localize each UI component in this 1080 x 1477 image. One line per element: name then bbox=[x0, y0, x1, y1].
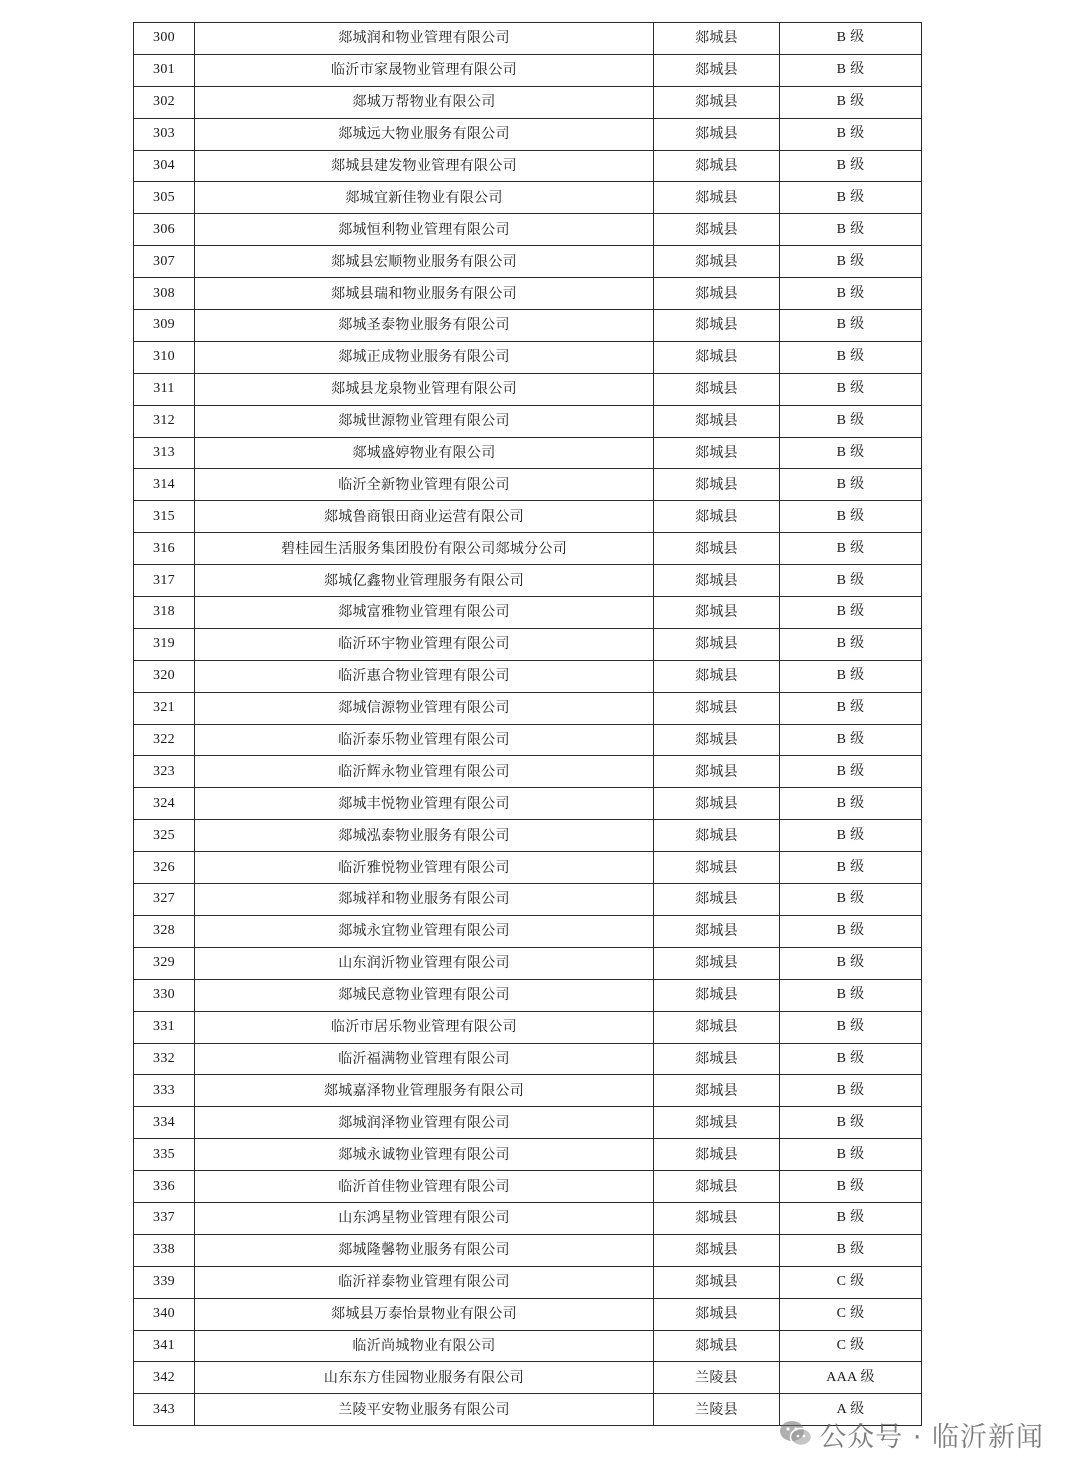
company-name-cell: 临沂环宇物业管理有限公司 bbox=[195, 628, 654, 660]
table-row bbox=[134, 1234, 922, 1266]
company-name-cell: 碧桂园生活服务集团股份有限公司郯城分公司 bbox=[195, 533, 654, 565]
table-row bbox=[134, 469, 922, 501]
county-cell: 郯城县 bbox=[654, 724, 780, 756]
company-name-cell: 郯城隆馨物业服务有限公司 bbox=[195, 1234, 654, 1266]
grade-cell: B 级 bbox=[780, 118, 922, 150]
county-cell: 郯城县 bbox=[654, 1075, 780, 1107]
county-cell: 郯城县 bbox=[654, 405, 780, 437]
grade-cell: B 级 bbox=[780, 756, 922, 788]
grade-cell: B 级 bbox=[780, 341, 922, 373]
row-number-cell: 331 bbox=[134, 1011, 195, 1043]
row-number-cell: 324 bbox=[134, 788, 195, 820]
row-number-cell: 330 bbox=[134, 979, 195, 1011]
county-cell: 郯城县 bbox=[654, 1139, 780, 1171]
company-name-cell: 郯城万帮物业有限公司 bbox=[195, 86, 654, 118]
company-name-cell: 郯城县瑞和物业服务有限公司 bbox=[195, 278, 654, 310]
company-name-cell: 临沂泰乐物业管理有限公司 bbox=[195, 724, 654, 756]
grade-cell: B 级 bbox=[780, 214, 922, 246]
table-row bbox=[134, 915, 922, 947]
row-number-cell: 341 bbox=[134, 1330, 195, 1362]
grade-cell: B 级 bbox=[780, 1171, 922, 1203]
table-row bbox=[134, 1043, 922, 1075]
table-row bbox=[134, 1330, 922, 1362]
grade-cell: B 级 bbox=[780, 947, 922, 979]
grade-cell: B 级 bbox=[780, 692, 922, 724]
company-name-cell: 郯城县建发物业管理有限公司 bbox=[195, 150, 654, 182]
county-cell: 郯城县 bbox=[654, 979, 780, 1011]
county-cell: 郯城县 bbox=[654, 884, 780, 916]
grade-cell: AAA 级 bbox=[780, 1362, 922, 1394]
table-row bbox=[134, 692, 922, 724]
grade-cell: B 级 bbox=[780, 469, 922, 501]
grade-cell: B 级 bbox=[780, 628, 922, 660]
row-number-cell: 328 bbox=[134, 915, 195, 947]
row-number-cell: 337 bbox=[134, 1202, 195, 1234]
county-cell: 郯城县 bbox=[654, 660, 780, 692]
row-number-cell: 309 bbox=[134, 310, 195, 342]
table-row bbox=[134, 341, 922, 373]
table-row bbox=[134, 628, 922, 660]
company-name-cell: 郯城宜新佳物业有限公司 bbox=[195, 182, 654, 214]
row-number-cell: 343 bbox=[134, 1394, 195, 1426]
county-cell: 郯城县 bbox=[654, 23, 780, 55]
table-row bbox=[134, 660, 922, 692]
grade-cell: B 级 bbox=[780, 182, 922, 214]
company-name-cell: 郯城永宜物业管理有限公司 bbox=[195, 915, 654, 947]
company-name-cell: 临沂首佳物业管理有限公司 bbox=[195, 1171, 654, 1203]
row-number-cell: 302 bbox=[134, 86, 195, 118]
row-number-cell: 314 bbox=[134, 469, 195, 501]
table-row bbox=[134, 1266, 922, 1298]
company-name-cell: 郯城远大物业服务有限公司 bbox=[195, 118, 654, 150]
company-name-cell: 郯城信源物业管理有限公司 bbox=[195, 692, 654, 724]
grade-cell: B 级 bbox=[780, 724, 922, 756]
row-number-cell: 317 bbox=[134, 565, 195, 597]
company-name-cell: 郯城县宏顺物业服务有限公司 bbox=[195, 246, 654, 278]
table-row bbox=[134, 788, 922, 820]
company-name-cell: 兰陵平安物业服务有限公司 bbox=[195, 1394, 654, 1426]
county-cell: 郯城县 bbox=[654, 947, 780, 979]
row-number-cell: 319 bbox=[134, 628, 195, 660]
table-row bbox=[134, 565, 922, 597]
table-row bbox=[134, 724, 922, 756]
table-row bbox=[134, 1107, 922, 1139]
company-name-cell: 临沂福满物业管理有限公司 bbox=[195, 1043, 654, 1075]
company-name-cell: 临沂祥泰物业管理有限公司 bbox=[195, 1266, 654, 1298]
row-number-cell: 327 bbox=[134, 884, 195, 916]
row-number-cell: 301 bbox=[134, 54, 195, 86]
table-row bbox=[134, 310, 922, 342]
table-row bbox=[134, 852, 922, 884]
county-cell: 郯城县 bbox=[654, 86, 780, 118]
grade-cell: B 级 bbox=[780, 533, 922, 565]
row-number-cell: 310 bbox=[134, 341, 195, 373]
company-name-cell: 郯城富雅物业管理有限公司 bbox=[195, 597, 654, 629]
watermark-text: 公众号 · 临沂新闻 bbox=[819, 1421, 1044, 1453]
company-name-cell: 郯城润和物业管理有限公司 bbox=[195, 23, 654, 55]
company-name-cell: 郯城嘉泽物业管理服务有限公司 bbox=[195, 1075, 654, 1107]
row-number-cell: 339 bbox=[134, 1266, 195, 1298]
grade-cell: B 级 bbox=[780, 310, 922, 342]
grade-cell: C 级 bbox=[780, 1298, 922, 1330]
company-name-cell: 郯城亿鑫物业管理服务有限公司 bbox=[195, 565, 654, 597]
company-name-cell: 郯城祥和物业服务有限公司 bbox=[195, 884, 654, 916]
row-number-cell: 315 bbox=[134, 501, 195, 533]
row-number-cell: 320 bbox=[134, 660, 195, 692]
county-cell: 郯城县 bbox=[654, 341, 780, 373]
table-row bbox=[134, 54, 922, 86]
county-cell: 郯城县 bbox=[654, 1266, 780, 1298]
county-cell: 郯城县 bbox=[654, 1234, 780, 1266]
row-number-cell: 306 bbox=[134, 214, 195, 246]
company-name-cell: 郯城润泽物业管理有限公司 bbox=[195, 1107, 654, 1139]
company-name-cell: 郯城丰悦物业管理有限公司 bbox=[195, 788, 654, 820]
company-name-cell: 郯城泓泰物业服务有限公司 bbox=[195, 820, 654, 852]
county-cell: 郯城县 bbox=[654, 565, 780, 597]
grade-cell: B 级 bbox=[780, 23, 922, 55]
company-name-cell: 临沂市家晟物业管理有限公司 bbox=[195, 54, 654, 86]
row-number-cell: 318 bbox=[134, 597, 195, 629]
grade-cell: B 级 bbox=[780, 597, 922, 629]
table-row bbox=[134, 214, 922, 246]
row-number-cell: 325 bbox=[134, 820, 195, 852]
grade-cell: B 级 bbox=[780, 501, 922, 533]
table-row bbox=[134, 1011, 922, 1043]
county-cell: 郯城县 bbox=[654, 437, 780, 469]
grade-cell: B 级 bbox=[780, 246, 922, 278]
county-cell: 郯城县 bbox=[654, 1202, 780, 1234]
county-cell: 郯城县 bbox=[654, 1043, 780, 1075]
grade-cell: B 级 bbox=[780, 437, 922, 469]
table-row bbox=[134, 182, 922, 214]
county-cell: 郯城县 bbox=[654, 1330, 780, 1362]
table-row bbox=[134, 1202, 922, 1234]
table-row bbox=[134, 756, 922, 788]
table-row bbox=[134, 979, 922, 1011]
table-row bbox=[134, 1394, 922, 1426]
company-name-cell: 郯城正成物业服务有限公司 bbox=[195, 341, 654, 373]
row-number-cell: 312 bbox=[134, 405, 195, 437]
grade-cell: B 级 bbox=[780, 150, 922, 182]
county-cell: 郯城县 bbox=[654, 373, 780, 405]
grade-cell: B 级 bbox=[780, 1139, 922, 1171]
county-cell: 兰陵县 bbox=[654, 1362, 780, 1394]
county-cell: 郯城县 bbox=[654, 118, 780, 150]
table-row bbox=[134, 947, 922, 979]
table-row bbox=[134, 150, 922, 182]
row-number-cell: 321 bbox=[134, 692, 195, 724]
grade-cell: B 级 bbox=[780, 660, 922, 692]
row-number-cell: 304 bbox=[134, 150, 195, 182]
grade-cell: B 级 bbox=[780, 1202, 922, 1234]
county-cell: 郯城县 bbox=[654, 628, 780, 660]
company-name-cell: 郯城县龙泉物业管理有限公司 bbox=[195, 373, 654, 405]
table-row bbox=[134, 437, 922, 469]
grade-cell: B 级 bbox=[780, 54, 922, 86]
company-name-cell: 山东鸿星物业管理有限公司 bbox=[195, 1202, 654, 1234]
company-name-cell: 临沂全新物业管理有限公司 bbox=[195, 469, 654, 501]
county-cell: 郯城县 bbox=[654, 310, 780, 342]
county-cell: 郯城县 bbox=[654, 1011, 780, 1043]
county-cell: 郯城县 bbox=[654, 278, 780, 310]
grade-cell: C 级 bbox=[780, 1266, 922, 1298]
company-name-cell: 郯城永诚物业管理有限公司 bbox=[195, 1139, 654, 1171]
company-name-cell: 郯城鲁商银田商业运营有限公司 bbox=[195, 501, 654, 533]
grade-cell: B 级 bbox=[780, 1107, 922, 1139]
company-name-cell: 临沂尚城物业有限公司 bbox=[195, 1330, 654, 1362]
county-cell: 郯城县 bbox=[654, 756, 780, 788]
company-name-cell: 临沂雅悦物业管理有限公司 bbox=[195, 852, 654, 884]
grade-cell: B 级 bbox=[780, 373, 922, 405]
company-name-cell: 郯城盛婷物业有限公司 bbox=[195, 437, 654, 469]
row-number-cell: 300 bbox=[134, 23, 195, 55]
county-cell: 郯城县 bbox=[654, 469, 780, 501]
row-number-cell: 335 bbox=[134, 1139, 195, 1171]
company-name-cell: 郯城恒利物业管理有限公司 bbox=[195, 214, 654, 246]
row-number-cell: 329 bbox=[134, 947, 195, 979]
county-cell: 郯城县 bbox=[654, 852, 780, 884]
grade-cell: B 级 bbox=[780, 820, 922, 852]
company-name-cell: 临沂市居乐物业管理有限公司 bbox=[195, 1011, 654, 1043]
company-name-cell: 山东润沂物业管理有限公司 bbox=[195, 947, 654, 979]
grade-cell: A 级 bbox=[780, 1394, 922, 1426]
row-number-cell: 311 bbox=[134, 373, 195, 405]
row-number-cell: 333 bbox=[134, 1075, 195, 1107]
row-number-cell: 323 bbox=[134, 756, 195, 788]
property-company-table bbox=[133, 22, 922, 1426]
table-row bbox=[134, 1298, 922, 1330]
row-number-cell: 342 bbox=[134, 1362, 195, 1394]
row-number-cell: 322 bbox=[134, 724, 195, 756]
table-body bbox=[134, 23, 922, 1426]
row-number-cell: 334 bbox=[134, 1107, 195, 1139]
row-number-cell: 308 bbox=[134, 278, 195, 310]
row-number-cell: 316 bbox=[134, 533, 195, 565]
county-cell: 郯城县 bbox=[654, 246, 780, 278]
company-name-cell: 郯城世源物业管理有限公司 bbox=[195, 405, 654, 437]
grade-cell: B 级 bbox=[780, 278, 922, 310]
table-row bbox=[134, 1362, 922, 1394]
company-name-cell: 郯城县万泰怡景物业有限公司 bbox=[195, 1298, 654, 1330]
table-row bbox=[134, 405, 922, 437]
grade-cell: B 级 bbox=[780, 1043, 922, 1075]
company-name-cell: 郯城圣泰物业服务有限公司 bbox=[195, 310, 654, 342]
county-cell: 郯城县 bbox=[654, 182, 780, 214]
county-cell: 郯城县 bbox=[654, 597, 780, 629]
grade-cell: B 级 bbox=[780, 852, 922, 884]
table-row bbox=[134, 597, 922, 629]
grade-cell: B 级 bbox=[780, 915, 922, 947]
county-cell: 郯城县 bbox=[654, 1107, 780, 1139]
grade-cell: B 级 bbox=[780, 884, 922, 916]
county-cell: 郯城县 bbox=[654, 501, 780, 533]
grade-cell: C 级 bbox=[780, 1330, 922, 1362]
grade-cell: B 级 bbox=[780, 405, 922, 437]
grade-cell: B 级 bbox=[780, 979, 922, 1011]
table-row bbox=[134, 86, 922, 118]
grade-cell: B 级 bbox=[780, 86, 922, 118]
county-cell: 郯城县 bbox=[654, 692, 780, 724]
row-number-cell: 326 bbox=[134, 852, 195, 884]
table-row bbox=[134, 118, 922, 150]
company-name-cell: 郯城民意物业管理有限公司 bbox=[195, 979, 654, 1011]
row-number-cell: 305 bbox=[134, 182, 195, 214]
county-cell: 兰陵县 bbox=[654, 1394, 780, 1426]
county-cell: 郯城县 bbox=[654, 915, 780, 947]
company-name-cell: 临沂辉永物业管理有限公司 bbox=[195, 756, 654, 788]
row-number-cell: 332 bbox=[134, 1043, 195, 1075]
table-row bbox=[134, 884, 922, 916]
row-number-cell: 303 bbox=[134, 118, 195, 150]
row-number-cell: 340 bbox=[134, 1298, 195, 1330]
grade-cell: B 级 bbox=[780, 565, 922, 597]
county-cell: 郯城县 bbox=[654, 54, 780, 86]
row-number-cell: 307 bbox=[134, 246, 195, 278]
table-row bbox=[134, 1075, 922, 1107]
table-row bbox=[134, 1171, 922, 1203]
row-number-cell: 336 bbox=[134, 1171, 195, 1203]
grade-cell: B 级 bbox=[780, 788, 922, 820]
county-cell: 郯城县 bbox=[654, 214, 780, 246]
table-row bbox=[134, 820, 922, 852]
table-row bbox=[134, 23, 922, 55]
table-row bbox=[134, 501, 922, 533]
grade-cell: B 级 bbox=[780, 1011, 922, 1043]
grade-cell: B 级 bbox=[780, 1234, 922, 1266]
county-cell: 郯城县 bbox=[654, 820, 780, 852]
county-cell: 郯城县 bbox=[654, 1171, 780, 1203]
table-row bbox=[134, 246, 922, 278]
table-row bbox=[134, 373, 922, 405]
table-row bbox=[134, 278, 922, 310]
table-row bbox=[134, 1139, 922, 1171]
county-cell: 郯城县 bbox=[654, 150, 780, 182]
company-name-cell: 临沂惠合物业管理有限公司 bbox=[195, 660, 654, 692]
county-cell: 郯城县 bbox=[654, 788, 780, 820]
table-row bbox=[134, 533, 922, 565]
county-cell: 郯城县 bbox=[654, 1298, 780, 1330]
grade-cell: B 级 bbox=[780, 1075, 922, 1107]
county-cell: 郯城县 bbox=[654, 533, 780, 565]
row-number-cell: 313 bbox=[134, 437, 195, 469]
company-name-cell: 山东东方佳园物业服务有限公司 bbox=[195, 1362, 654, 1394]
row-number-cell: 338 bbox=[134, 1234, 195, 1266]
